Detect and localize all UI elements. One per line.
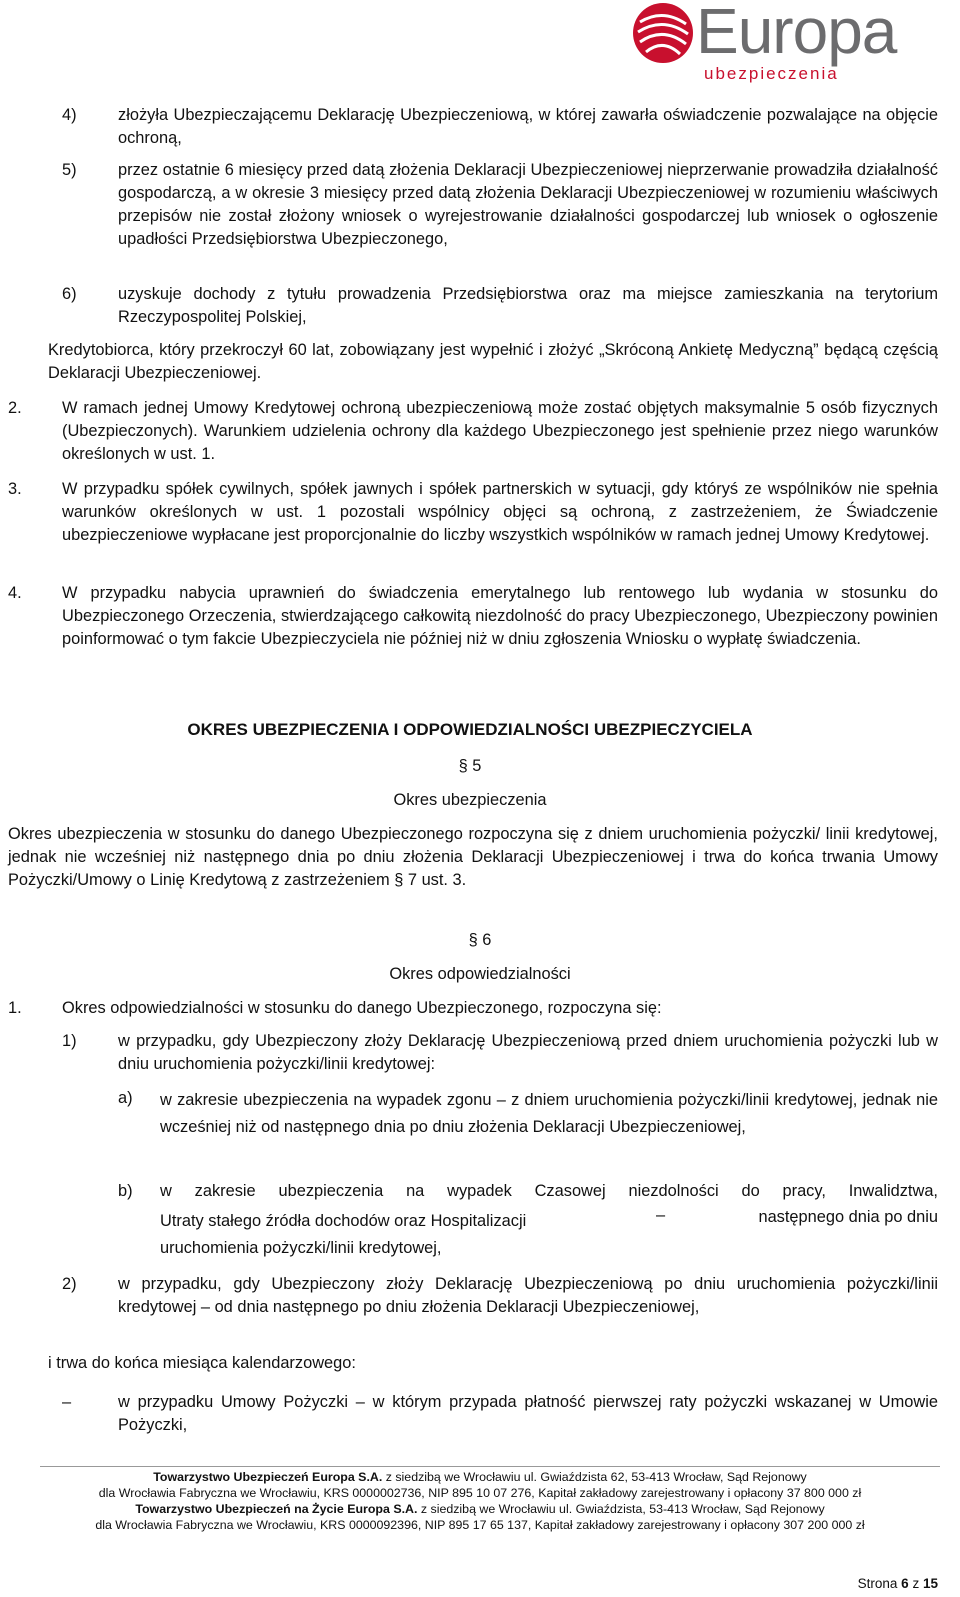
dash-item-text: w przypadku Umowy Pożyczki – w którym przypada płatność pierwszej raty pożyczki wskazanej w Umowie Pożyczki, — [118, 1393, 938, 1434]
list-item-text: złożyła Ubezpieczającemu Deklarację Ubezpieczeniową, w której zawarła oświadczenie pozwalające na objęcie ochroną, — [118, 106, 938, 147]
subpoint-number: 2) — [62, 1275, 77, 1293]
footer-line-4: dla Wrocławia Fabryczna we Wrocławiu, KRS 0000092396, NIP 895 17 65 137, Kapitał zakładowy zarejestrowany i opłacony 307 200 000 zł — [95, 1518, 865, 1532]
trwa-line: i trwa do końca miesiąca kalendarzowego: — [48, 1354, 356, 1372]
page-sep: z — [912, 1576, 920, 1591]
footer-company-name: Towarzystwo Ubezpieczeń na Życie Europa S.A. — [135, 1502, 418, 1516]
logo-subtitle: ubezpieczenia — [704, 64, 839, 83]
list-item-number: 6) — [62, 285, 77, 303]
point-text: W przypadku nabycia uprawnień do świadczenia emerytalnego lub rentowego lub wydania w stosunku do Ubezpieczonego Orzeczenia, stwierdzającego całkowitą niezdolność do pracy Ubezpieczonego, Ubezpieczony powinien poinformować o tym fakcie Ubezpieczyciela nie później niż w dniu zgłoszenia Wniosku o wypłatę świadczenia. — [62, 584, 938, 648]
paragraph-sign-5: § 5 — [458, 757, 482, 775]
paragraph-title-6: Okres odpowiedzialności — [389, 965, 571, 983]
footer-address: z siedzibą we Wrocławiu ul. Gwiaździsta 62, 53-413 Wrocław, Sąd Rejonowy — [382, 1470, 807, 1484]
page-total: 15 — [922, 1576, 938, 1591]
europa-logo — [632, 2, 944, 88]
dash-bullet: – — [62, 1393, 72, 1411]
footer-line-1 — [28, 1470, 932, 1486]
kredytobiorca-paragraph: Kredytobiorca, który przekroczył 60 lat, zobowiązany jest wypełnić i złożyć „Skróconą Ankietę Medyczną” będącą częścią Deklaracji Ubezpieczeniowej. — [48, 341, 938, 382]
footer-company-name: Towarzystwo Ubezpieczeń Europa S.A. — [153, 1470, 383, 1484]
page-current: 6 — [901, 1576, 909, 1591]
page-number — [858, 1576, 938, 1591]
point-number: 2. — [8, 399, 22, 417]
list-item-number: 4) — [62, 106, 77, 124]
europa-logo-mark-icon — [632, 2, 694, 64]
paragraph-text-5: Okres ubezpieczenia w stosunku do danego Ubezpieczonego rozpoczyna się z dniem uruchomienia pożyczki/ linii kredytowej, jednak nie wcześniej niż następnego dnia po dniu złożenia Deklaracji Ubezpieczeniowej i trwa do końca trwania Umowy Pożyczki/Umowy o Linię Kredytową z zastrzeżeniem § 7 ust. 3. — [8, 825, 938, 889]
footer-line-3 — [28, 1502, 932, 1518]
letter-item-text: w zakresie ubezpieczenia na wypadek zgonu – z dniem uruchomienia pożyczki/linii kredytowej, jednak nie wcześniej niż od następnego dnia po dniu złożenia Deklaracji Ubezpieczeniowej, — [160, 1091, 938, 1136]
letter-item-number: a) — [118, 1089, 133, 1107]
page-label: Strona — [857, 1576, 898, 1591]
logo-wordmark: Europa — [696, 0, 897, 67]
list-item-text: uzyskuje dochody z tytułu prowadzenia Przedsiębiorstwa oraz ma miejsce zamieszkania na terytorium Rzeczypospolitej Polskiej, — [118, 285, 938, 326]
point-text: Okres odpowiedzialności w stosunku do danego Ubezpieczonego, rozpoczyna się: — [62, 999, 662, 1017]
subpoint-number: 1) — [62, 1032, 77, 1050]
letter-item-line: w zakresie ubezpieczenia na wypadek Czasowej niezdolności do pracy, Inwalidztwa, — [160, 1182, 938, 1200]
point-number: 1. — [8, 999, 22, 1017]
paragraph-title-5: Okres ubezpieczenia — [393, 791, 547, 809]
list-item-number: 5) — [62, 161, 77, 179]
point-number: 4. — [8, 584, 22, 602]
subpoint-text: w przypadku, gdy Ubezpieczony złoży Deklarację Ubezpieczeniową po dniu uruchomienia pożyczki/linii kredytowej – od dnia następnego po dniu złożenia Deklaracji Ubezpieczeniowej, — [118, 1275, 938, 1316]
footer-line-2: dla Wrocławia Fabryczna we Wrocławiu, KRS 0000002736, NIP 895 10 07 276, Kapitał zakładowy zarejestrowany i opłacony 37 800 000 zł — [98, 1486, 862, 1500]
letter-item-line: Utraty stałego źródła dochodów oraz Hospitalizacji — [160, 1212, 527, 1230]
letter-item-line: następnego dnia po dniu — [758, 1208, 938, 1226]
point-text: W przypadku spółek cywilnych, spółek jawnych i spółek partnerskich w sytuacji, gdy któryś ze wspólników nie spełnia warunków określonych w ust. 1 pozostali wspólnicy objęci są ochroną, z zastrzeżeniem, że Świadczenie ubezpieczeniowe wypłacane jest proporcjonalnie do liczby wszystkich wspólników w ramach jednej Umowy Kredytowej. — [62, 480, 938, 544]
footer-divider — [40, 1466, 940, 1467]
footer-address: z siedzibą we Wrocławiu ul. Gwiaździsta, 53-413 Wrocław, Sąd Rejonowy — [417, 1502, 825, 1516]
letter-item-dash: – — [656, 1206, 666, 1224]
letter-item-number: b) — [118, 1182, 133, 1200]
list-item-text: przez ostatnie 6 miesięcy przed datą złożenia Deklaracji Ubezpieczeniowej nieprzerwanie prowadziła działalność gospodarczą, a w okresie 3 miesięcy przed datą złożenia Deklaracji Ubezpieczeniowej w rozumieniu właściwych przepisów nie został złożony wniosek o wyrejestrowanie działalności gospodarczej lub wniosek o ogłoszenie upadłości Przedsiębiorstwa Ubezpieczonego, — [118, 161, 938, 248]
point-number: 3. — [8, 480, 22, 498]
subpoint-text: w przypadku, gdy Ubezpieczony złoży Deklarację Ubezpieczeniową przed dniem uruchomienia pożyczki lub w dniu uruchomienia pożyczki/linii kredytowej: — [118, 1032, 938, 1073]
letter-item-line: uruchomienia pożyczki/linii kredytowej, — [160, 1239, 442, 1257]
point-text: W ramach jednej Umowy Kredytowej ochroną ubezpieczeniową może zostać objętych maksymalnie 5 osób fizycznych (Ubezpieczonych). Warunkiem udzielenia ochrony dla każdego Ubezpieczonego jest spełnienie przez niego warunków określonych w ust. 1. — [62, 399, 938, 463]
section-heading: OKRES UBEZPIECZENIA I ODPOWIEDZIALNOŚCI UBEZPIECZYCIELA — [187, 720, 753, 739]
paragraph-sign-6: § 6 — [468, 931, 492, 949]
